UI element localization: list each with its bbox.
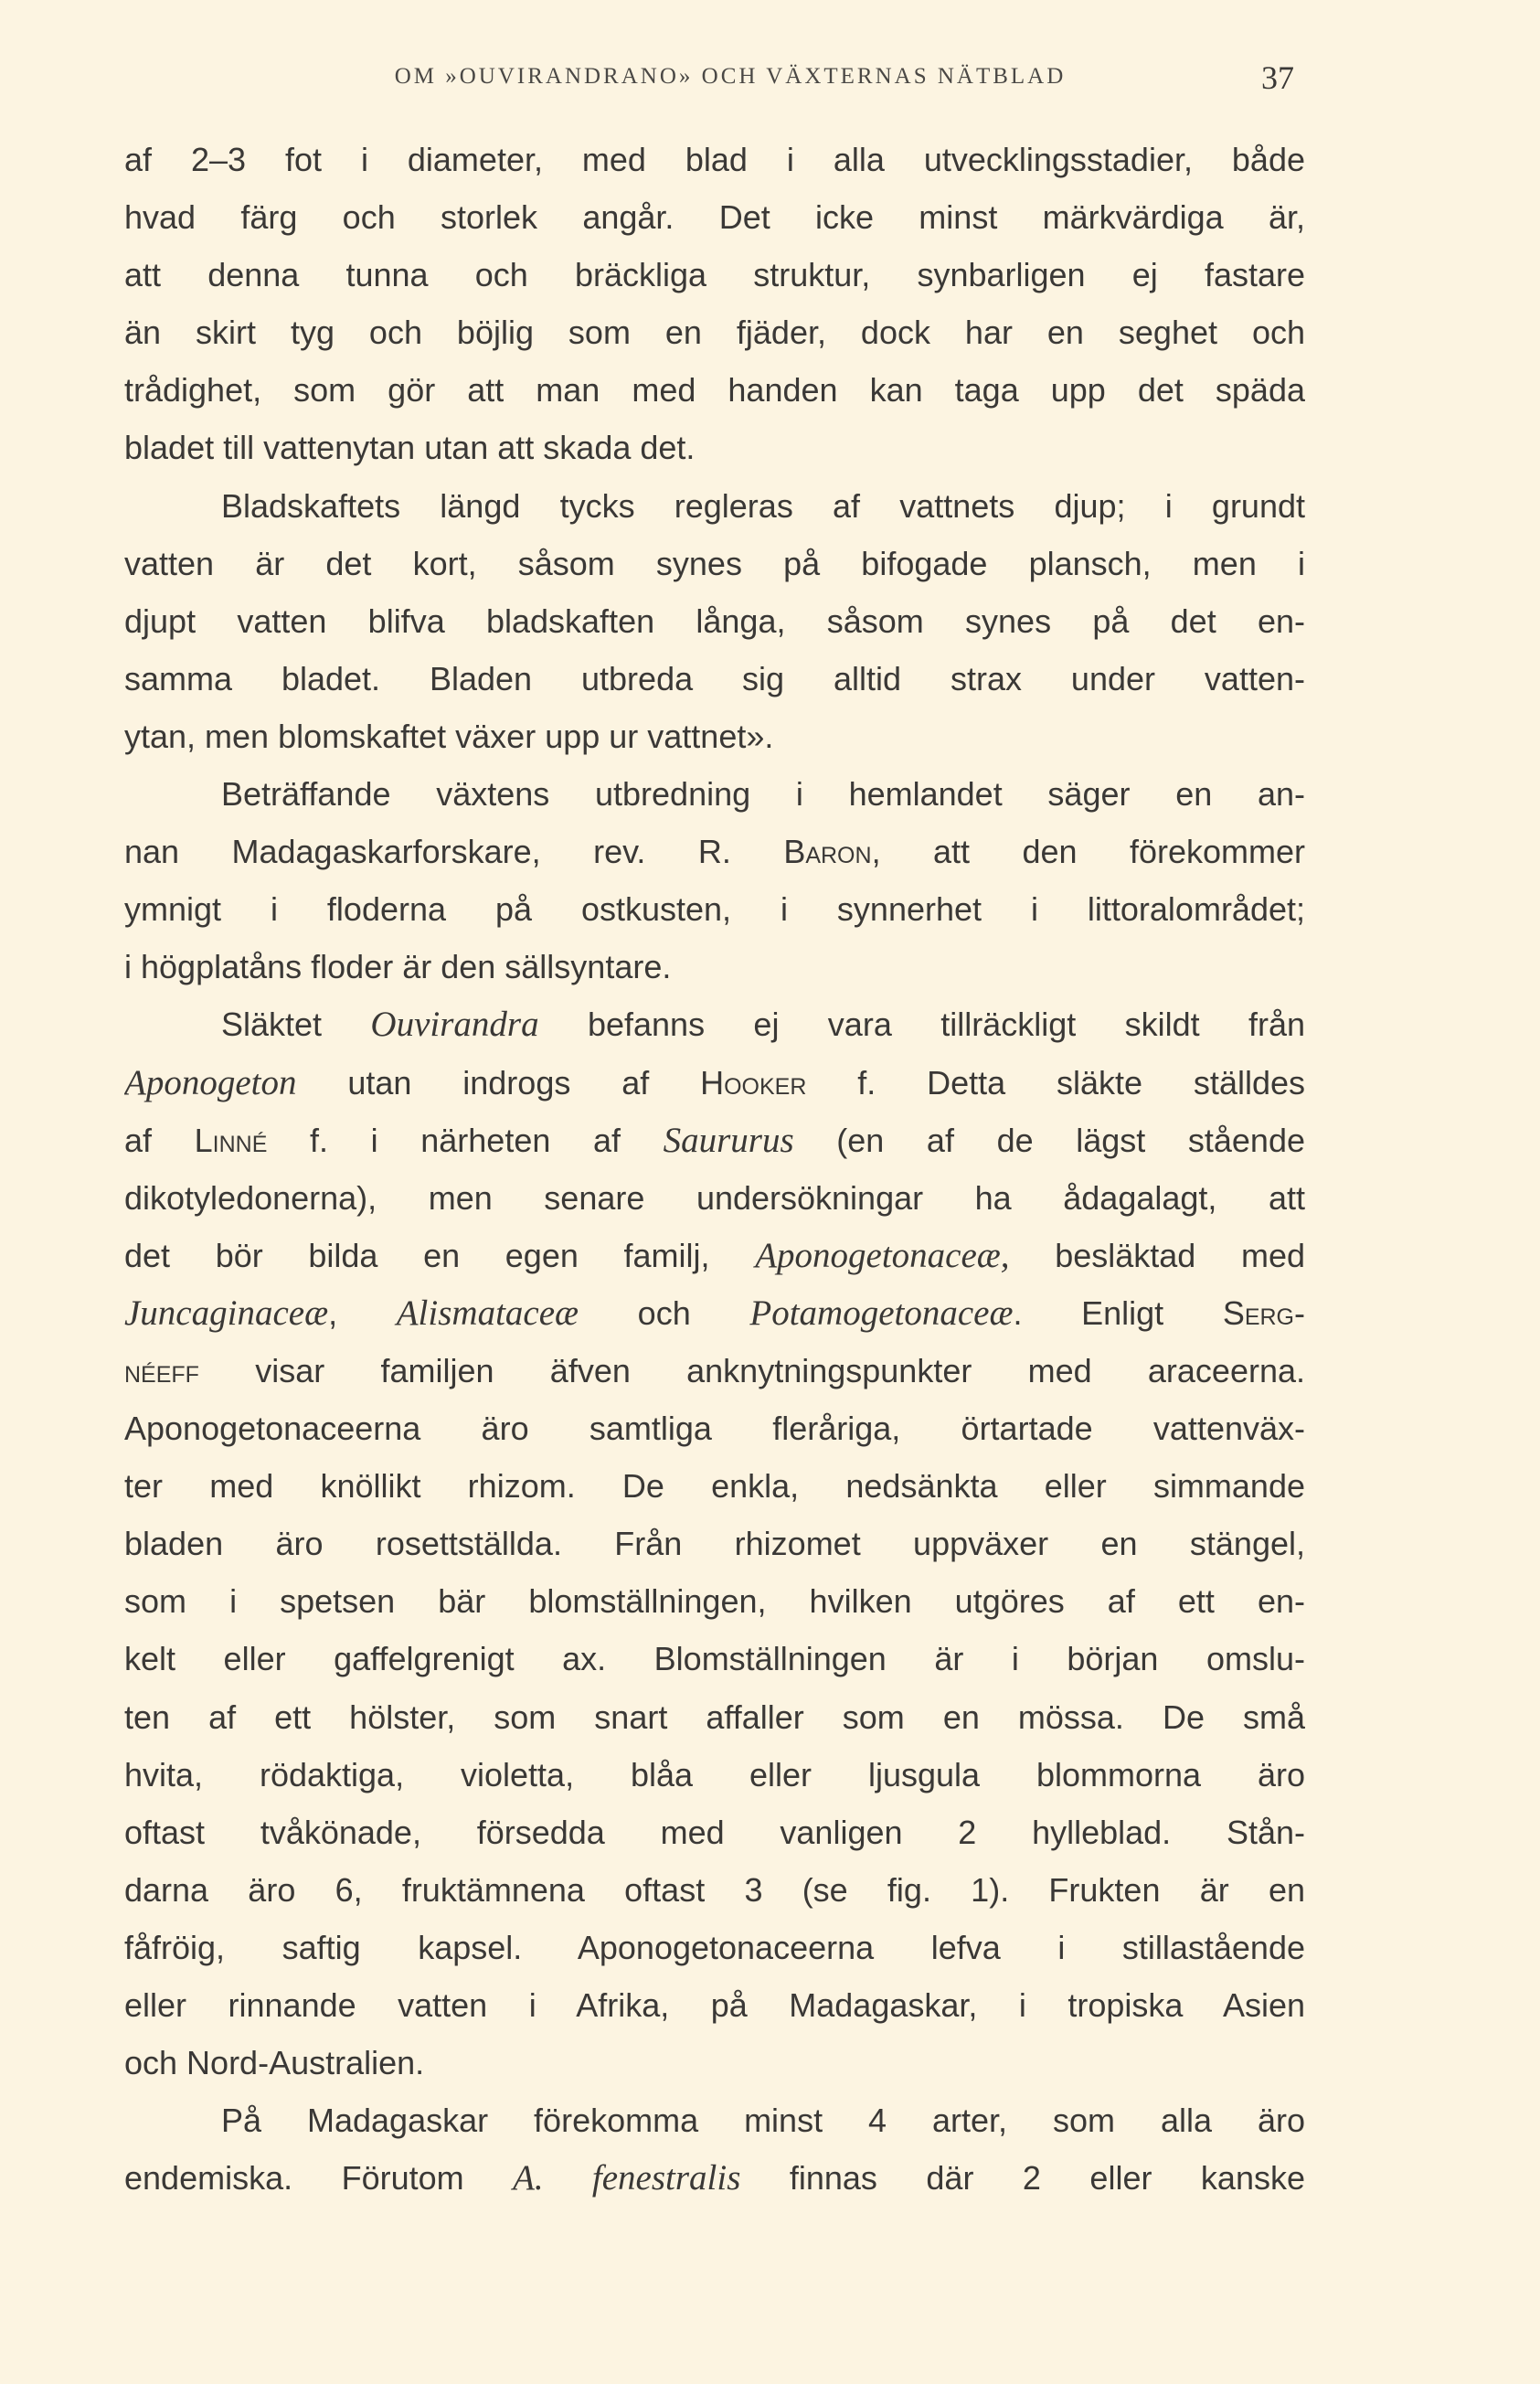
text-line [124, 1400, 1305, 1457]
text-line [124, 938, 1305, 995]
text-segment: Beträffande växtens utbredning i hemlandet säger en an- [221, 775, 1305, 814]
text-line [124, 1284, 1305, 1342]
italic-text: Saururus [663, 1120, 794, 1160]
text-line [124, 303, 1305, 361]
text-segment: och [579, 1293, 750, 1332]
text-line [124, 1919, 1305, 1976]
text-segment: visar familjen äfven anknytningspunkter med araceerna. [198, 1351, 1305, 1389]
text-segment: kelt eller gaffelgrenigt ax. Blomställningen är i början omslu- [124, 1640, 1305, 1678]
text-line [124, 880, 1305, 938]
text-segment: af 2–3 fot i diameter, med blad i alla utvecklingsstadier, både [124, 141, 1305, 178]
text-line [124, 1630, 1305, 1687]
text-segment: oftast tvåkönade, försedda med vanligen 2 hylleblad. Stån- [124, 1813, 1305, 1851]
text-segment: och Nord-Australien. [124, 2044, 425, 2082]
small-caps-name: néeff [124, 1351, 199, 1389]
text-segment: ymnigt i floderna på ostkusten, i synnerhet i littoralområdet; [124, 890, 1305, 929]
text-segment: ytan, men blomskaftet växer upp ur vattnet». [124, 717, 774, 755]
italic-text: Ouvirandra [370, 1005, 539, 1045]
text-segment: vatten är det kort, såsom synes på bifogade plansch, men i [124, 544, 1305, 582]
text-line [124, 708, 1305, 765]
running-header: OM »OUVIRANDRANO» OCH VÄXTERNAS NÄTBLAD [394, 64, 1067, 89]
text-segment: På Madagaskar förekomma minst 4 arter, som alla äro [221, 2102, 1305, 2140]
text-line [124, 2091, 1305, 2149]
text-segment: djupt vatten blifva bladskaften långa, såsom synes på det en- [124, 601, 1305, 640]
small-caps-name: Serg- [1222, 1293, 1305, 1332]
text-line [124, 1169, 1305, 1227]
text-line [124, 1572, 1305, 1630]
text-segment: ter med knöllikt rhizom. De enkla, nedsänkta eller simmande [124, 1467, 1305, 1506]
text-line [124, 1457, 1305, 1515]
text-segment: bladen äro rosettställda. Från rhizomet uppväxer en stängel, [124, 1525, 1305, 1563]
text-segment: bladet till vattenytan utan att skada det. [124, 429, 696, 467]
text-line [124, 592, 1305, 650]
text-segment: fåfröig, saftig kapsel. Aponogetonaceerna lefva i stillastående [124, 1928, 1305, 1966]
text-line [124, 995, 1305, 1053]
text-segment: det bör bilda en egen familj, [124, 1236, 756, 1274]
text-segment: i högplatåns floder är den sällsyntare. [124, 948, 672, 986]
small-caps-name: Baron [783, 833, 872, 871]
text-line [124, 2034, 1305, 2091]
text-segment: f. i närheten af [267, 1121, 664, 1159]
text-line [124, 1112, 1305, 1169]
text-segment: . Enligt [1013, 1293, 1223, 1332]
text-line [124, 535, 1305, 592]
text-line [124, 361, 1305, 419]
text-segment: befanns ej vara tillräckligt skildt från [538, 1006, 1305, 1044]
text-segment: utan indrogs af [296, 1063, 701, 1102]
text-segment: att denna tunna och bräckliga struktur, synbarligen ej fastare [124, 256, 1305, 294]
text-line [124, 823, 1305, 880]
text-segment: besläktad med [1009, 1236, 1305, 1274]
text-segment: trådighet, som gör att man med handen kan taga upp det späda [124, 371, 1305, 410]
text-line [124, 1342, 1305, 1400]
italic-text: Juncaginaceæ [124, 1293, 329, 1333]
text-line [124, 188, 1305, 246]
text-segment: Släktet [221, 1006, 371, 1044]
small-caps-name: Hooker [700, 1063, 807, 1102]
small-caps-name: Linné [194, 1121, 268, 1159]
text-segment: än skirt tyg och böjlig som en fjäder, dock har en seghet och [124, 314, 1305, 352]
text-line [124, 1688, 1305, 1746]
text-segment: Aponogetonaceerna äro samtliga fleråriga, örtartade vattenväx- [124, 1410, 1305, 1448]
text-segment: af [124, 1121, 195, 1159]
text-segment: , [328, 1293, 397, 1332]
text-line [124, 131, 1305, 188]
text-line [124, 1746, 1305, 1804]
italic-text: Aponogetonaceæ, [755, 1235, 1010, 1275]
text-segment: finnas där 2 eller kanske [740, 2159, 1305, 2198]
italic-text: Aponogeton [124, 1062, 297, 1102]
text-line [124, 1515, 1305, 1572]
italic-text: Alismataceæ [396, 1293, 579, 1333]
italic-text: Potamogetonaceæ [749, 1293, 1014, 1333]
text-line [124, 246, 1305, 303]
text-line [124, 2149, 1305, 2207]
text-segment: , att den förekommer [871, 833, 1305, 871]
text-segment: eller rinnande vatten i Afrika, på Madagaskar, i tropiska Asien [124, 1986, 1305, 2024]
italic-text: A. fenestralis [513, 2158, 741, 2198]
text-line [124, 1804, 1305, 1861]
text-segment: dikotyledonerna), men senare undersökningar ha ådagalagt, att [124, 1178, 1305, 1217]
text-line [124, 1227, 1305, 1284]
text-line [124, 419, 1305, 476]
text-line [124, 1976, 1305, 2034]
text-line [124, 650, 1305, 708]
text-segment: (en af de lägst stående [793, 1121, 1305, 1159]
text-segment: hvita, rödaktiga, violetta, blåa eller ljusgula blommorna äro [124, 1755, 1305, 1793]
page-number: 37 [1261, 59, 1294, 96]
text-segment: hvad färg och storlek angår. Det icke minst märkvärdiga är, [124, 198, 1305, 237]
text-segment: Bladskaftets längd tycks regleras af vattnets djup; i grundt [221, 486, 1305, 525]
text-segment: ten af ett hölster, som snart affaller som en mössa. De små [124, 1698, 1305, 1736]
text-segment: darna äro 6, fruktämnena oftast 3 (se fig. 1). Frukten är en [124, 1870, 1305, 1909]
text-line [124, 1054, 1305, 1112]
text-segment: nan Madagaskarforskare, rev. R. [124, 833, 784, 871]
text-segment: f. Detta släkte ställdes [806, 1063, 1305, 1102]
text-segment: samma bladet. Bladen utbreda sig alltid strax under vatten- [124, 659, 1305, 697]
text-line [124, 1861, 1305, 1919]
body-text [124, 131, 1305, 2207]
text-line [124, 477, 1305, 535]
text-line [124, 765, 1305, 823]
text-segment: som i spetsen bär blomställningen, hvilken utgöres af ett en- [124, 1582, 1305, 1621]
text-segment: endemiska. Förutom [124, 2159, 514, 2198]
